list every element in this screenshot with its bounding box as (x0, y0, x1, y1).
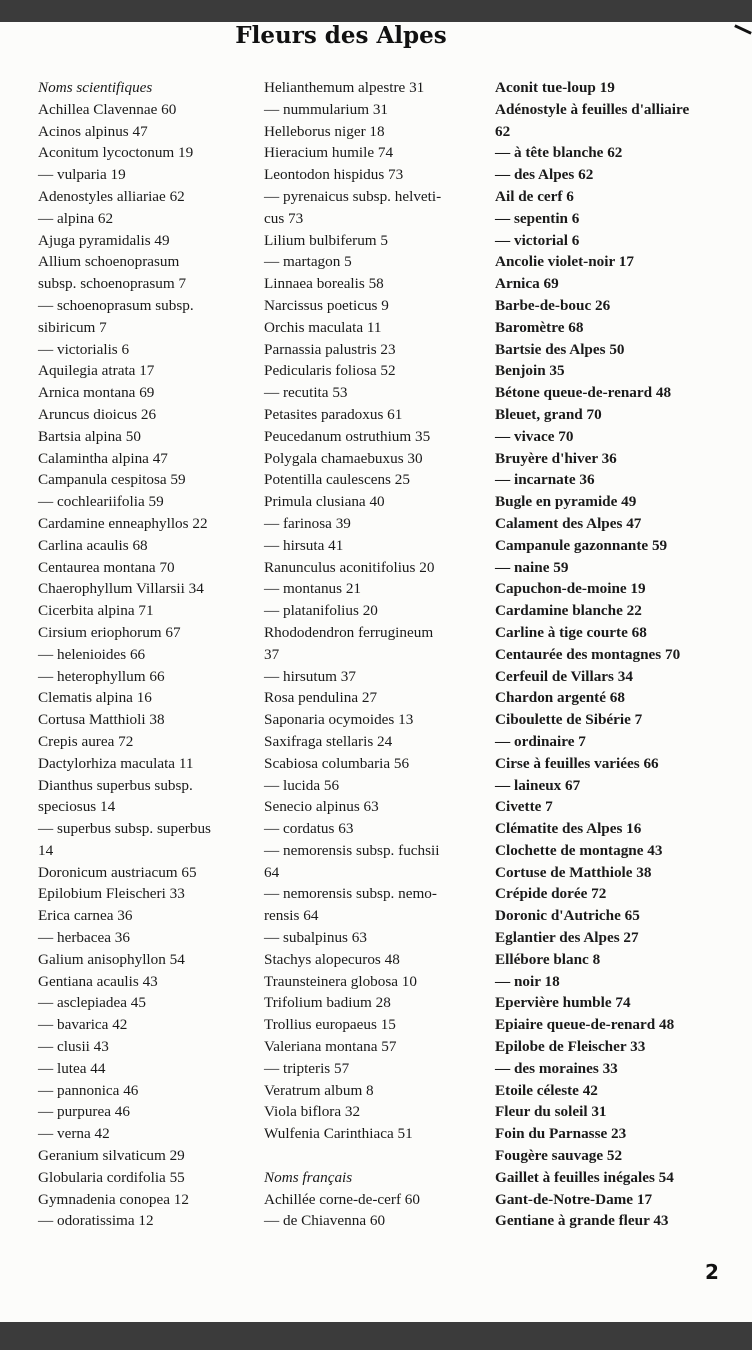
index-entry: — alpina 62 (38, 209, 114, 227)
index-entry: Foin du Parnasse 23 (495, 1125, 627, 1143)
index-entry: — heterophyllum 66 (38, 667, 165, 685)
index-entry: Cardamine enneaphyllos 22 (38, 514, 208, 532)
index-entry: Viola biflora 32 (264, 1103, 361, 1121)
index-entry: — cordatus 63 (264, 820, 354, 838)
index-entry: — montanus 21 (264, 580, 362, 598)
index-entry: Cerfeuil de Villars 34 (495, 667, 633, 685)
page-number: 2 (705, 1260, 719, 1284)
index-entry: Galium anisophyllon 54 (38, 950, 185, 968)
index-entry: — noir 18 (495, 972, 560, 990)
index-entry: Carlina acaulis 68 (38, 536, 148, 554)
index-spacer (264, 1145, 492, 1167)
index-entry: Barbe-de-bouc 26 (495, 296, 611, 314)
index-entry: Leontodon hispidus 73 (264, 166, 404, 184)
index-entry: Scabiosa columbaria 56 (264, 754, 410, 772)
index-entry: Gaillet à feuilles inégales 54 (495, 1168, 674, 1186)
page-title: Fleurs des Alpes (235, 22, 447, 49)
index-entry: Bugle en pyramide 49 (495, 493, 637, 511)
index-entry: Wulfenia Carinthiaca 51 (264, 1125, 413, 1143)
index-entry: — superbus subsp. superbus (38, 820, 211, 838)
index-entry: Hieracium humile 74 (264, 144, 394, 162)
index-entry: Carline à tige courte 68 (495, 623, 647, 641)
index-entry: — asclepiadea 45 (38, 994, 146, 1012)
index-entry: Trollius europaeus 15 (264, 1016, 396, 1034)
index-entry: Ciboulette de Sibérie 7 (495, 711, 643, 729)
index-entry: — lucida 56 (264, 776, 340, 794)
index-entry: rensis 64 (264, 907, 319, 925)
index-entry: — de Chiavenna 60 (264, 1212, 386, 1230)
index-entry: — verna 42 (38, 1125, 110, 1143)
index-entry: Rhododendron ferrugineum (264, 623, 434, 641)
index-entry: Ail de cerf 6 (495, 187, 574, 205)
index-entry: Narcissus poeticus 9 (264, 296, 389, 314)
bottom-bar (0, 1322, 752, 1350)
index-entry: — hirsuta 41 (264, 536, 344, 554)
index-entry: Chardon argenté 68 (495, 689, 625, 707)
index-entry: — pyrenaicus subsp. helveti- (264, 187, 442, 205)
index-entry: — helenioides 66 (38, 645, 146, 663)
index-entry: Crépide dorée 72 (495, 885, 607, 903)
index-entry: Potentilla caulescens 25 (264, 471, 410, 489)
index-entry: — tripteris 57 (264, 1059, 350, 1077)
index-entry: Clochette de montagne 43 (495, 841, 663, 859)
index-section-heading: Noms scientifiques (38, 79, 153, 96)
index-entry: Bleuet, grand 70 (495, 405, 602, 423)
index-entry: Rosa pendulina 27 (264, 689, 378, 707)
index-entry: Trifolium badium 28 (264, 994, 391, 1012)
index-entry: — nemorensis subsp. nemo- (264, 885, 437, 903)
index-entry: Peucedanum ostruthium 35 (264, 427, 431, 445)
index-entry: Helleborus niger 18 (264, 122, 385, 140)
index-entry: Eglantier des Alpes 27 (495, 929, 639, 947)
index-entry: sibiricum 7 (38, 318, 107, 336)
index-entry: Centaurée des montagnes 70 (495, 645, 681, 663)
index-entry: Doronic d'Autriche 65 (495, 907, 640, 925)
index-entry: Campanula cespitosa 59 (38, 471, 186, 489)
index-entry: Geranium silvaticum 29 (38, 1147, 185, 1165)
index-entry: Doronicum austriacum 65 (38, 863, 197, 881)
index-entry: Etoile céleste 42 (495, 1081, 598, 1099)
index-entry: — nummularium 31 (264, 100, 389, 118)
index-entry: Cardamine blanche 22 (495, 602, 642, 620)
index-entry: — incarnate 36 (495, 471, 595, 489)
index-entry: — vulparia 19 (38, 166, 126, 184)
index-entry: Veratrum album 8 (264, 1081, 374, 1099)
index-entry: Epilobium Fleischeri 33 (38, 885, 185, 903)
index-entry: Senecio alpinus 63 (264, 798, 379, 816)
index-entry: Calament des Alpes 47 (495, 514, 642, 532)
index-entry: Centaurea montana 70 (38, 558, 175, 576)
index-entry: Bartsie des Alpes 50 (495, 340, 625, 358)
index-entry: Gymnadenia conopea 12 (38, 1190, 189, 1208)
index-entry: cus 73 (264, 209, 304, 227)
index-entry: Saponaria ocymoides 13 (264, 711, 414, 729)
index-entry: Helianthemum alpestre 31 (264, 79, 425, 96)
index-entry: Ancolie violet-noir 17 (495, 253, 634, 271)
index-entry: Bruyère d'hiver 36 (495, 449, 617, 467)
index-entry: Arnica montana 69 (38, 384, 155, 402)
index-entry: 64 (264, 863, 280, 881)
index-entry: Cortuse de Matthiole 38 (495, 863, 652, 881)
index-entry: — victorialis 6 (38, 340, 130, 358)
index-entry: Adenostyles alliariae 62 (38, 187, 185, 205)
index-entry: Petasites paradoxus 61 (264, 405, 403, 423)
index-entry: Achillea Clavennae 60 (38, 100, 177, 118)
index-entry: Aconit tue-loup 19 (495, 79, 615, 96)
index-entry: Gentiane à grande fleur 43 (495, 1212, 669, 1230)
index-entry: Ranunculus aconitifolius 20 (264, 558, 435, 576)
index-entry: — sepentin 6 (495, 209, 580, 227)
index-entry: Epervière humble 74 (495, 994, 631, 1012)
index-column-3 (495, 77, 731, 1232)
index-entry: Fougère sauvage 52 (495, 1147, 623, 1165)
index-entry: Chaerophyllum Villarsii 34 (38, 580, 204, 598)
index-entry: — des moraines 33 (495, 1059, 618, 1077)
index-entry: — hirsutum 37 (264, 667, 356, 685)
index-entry: — platanifolius 20 (264, 602, 378, 620)
index-entry: — laineux 67 (495, 776, 581, 794)
index-entry: Cirse à feuilles variées 66 (495, 754, 659, 772)
index-entry: Cortusa Matthioli 38 (38, 711, 165, 729)
index-entry: — des Alpes 62 (495, 166, 594, 184)
index-section-heading: Noms français (264, 1168, 353, 1186)
index-entry: 14 (38, 841, 54, 859)
index-entry: subsp. schoenoprasum 7 (38, 275, 187, 293)
index-entry: Saxifraga stellaris 24 (264, 732, 393, 750)
top-bar (0, 0, 752, 22)
index-entry: Pedicularis foliosa 52 (264, 362, 396, 380)
index-entry: — nemorensis subsp. fuchsii (264, 841, 440, 859)
index-entry: Calamintha alpina 47 (38, 449, 168, 467)
index-entry: — recutita 53 (264, 384, 348, 402)
index-entry: Ellébore blanc 8 (495, 950, 601, 968)
index-entry: Civette 7 (495, 798, 553, 816)
index-entry: — cochleariifolia 59 (38, 493, 164, 511)
index-entry: Globularia cordifolia 55 (38, 1168, 185, 1186)
index-entry: Adénostyle à feuilles d'alliaire (495, 100, 690, 118)
index-column-1 (38, 77, 258, 1232)
index-entry: Polygala chamaebuxus 30 (264, 449, 423, 467)
index-entry: Baromètre 68 (495, 318, 584, 336)
index-entry: Dactylorhiza maculata 11 (38, 754, 194, 772)
index-entry: Erica carnea 36 (38, 907, 133, 925)
index-entry: Aquilegia atrata 17 (38, 362, 155, 380)
index-entry: Fleur du soleil 31 (495, 1103, 607, 1121)
index-entry: Stachys alopecuros 48 (264, 950, 400, 968)
index-entry: Allium schoenoprasum (38, 253, 180, 271)
index-entry: — bavarica 42 (38, 1016, 128, 1034)
index-entry: — vivace 70 (495, 427, 574, 445)
index-entry: — ordinaire 7 (495, 732, 586, 750)
index-entry: Campanule gazonnante 59 (495, 536, 668, 554)
index-entry: — herbacea 36 (38, 929, 130, 947)
index-entry: — à tête blanche 62 (495, 144, 623, 162)
index-entry: Clematis alpina 16 (38, 689, 152, 707)
index-entry: Parnassia palustris 23 (264, 340, 396, 358)
index-entry: Gant-de-Notre-Dame 17 (495, 1190, 653, 1208)
index-entry: Aconitum lycoctonum 19 (38, 144, 194, 162)
index-entry: Benjoin 35 (495, 362, 565, 380)
index-entry: — martagon 5 (264, 253, 352, 271)
book-page (0, 22, 752, 1322)
index-entry: — naine 59 (495, 558, 569, 576)
index-entry: 62 (495, 122, 511, 140)
index-entry: Epiaire queue-de-renard 48 (495, 1016, 675, 1034)
index-entry: Gentiana acaulis 43 (38, 972, 158, 990)
index-entry: Traunsteinera globosa 10 (264, 972, 417, 990)
index-entry: Acinos alpinus 47 (38, 122, 148, 140)
index-entry: Bartsia alpina 50 (38, 427, 141, 445)
index-entry: Cicerbita alpina 71 (38, 602, 154, 620)
index-entry: Linnaea borealis 58 (264, 275, 384, 293)
index-entry: Primula clusiana 40 (264, 493, 385, 511)
index-entry: Cirsium eriophorum 67 (38, 623, 181, 641)
index-entry: — clusii 43 (38, 1038, 109, 1056)
index-entry: Ajuga pyramidalis 49 (38, 231, 170, 249)
index-entry: Lilium bulbiferum 5 (264, 231, 389, 249)
index-entry: — farinosa 39 (264, 514, 351, 532)
index-entry: — odoratissima 12 (38, 1212, 154, 1230)
index-entry: 37 (264, 645, 280, 663)
index-entry: — schoenoprasum subsp. (38, 296, 194, 314)
index-entry: Crepis aurea 72 (38, 732, 134, 750)
index-entry: Capuchon-de-moine 19 (495, 580, 646, 598)
index-entry: — purpurea 46 (38, 1103, 130, 1121)
index-entry: Orchis maculata 11 (264, 318, 382, 336)
index-entry: speciosus 14 (38, 798, 116, 816)
index-entry: Clématite des Alpes 16 (495, 820, 642, 838)
index-entry: Epilobe de Fleischer 33 (495, 1038, 646, 1056)
index-column-2 (264, 77, 492, 1232)
index-entry: Achillée corne-de-cerf 60 (264, 1190, 420, 1208)
index-entry: — pannonica 46 (38, 1081, 139, 1099)
index-entry: — subalpinus 63 (264, 929, 367, 947)
index-entry: Dianthus superbus subsp. (38, 776, 193, 794)
index-entry: Bétone queue-de-renard 48 (495, 384, 672, 402)
index-entry: Arnica 69 (495, 275, 559, 293)
index-entry: — lutea 44 (38, 1059, 106, 1077)
index-entry: — victorial 6 (495, 231, 580, 249)
index-entry: Valeriana montana 57 (264, 1038, 397, 1056)
index-entry: Aruncus dioicus 26 (38, 405, 157, 423)
